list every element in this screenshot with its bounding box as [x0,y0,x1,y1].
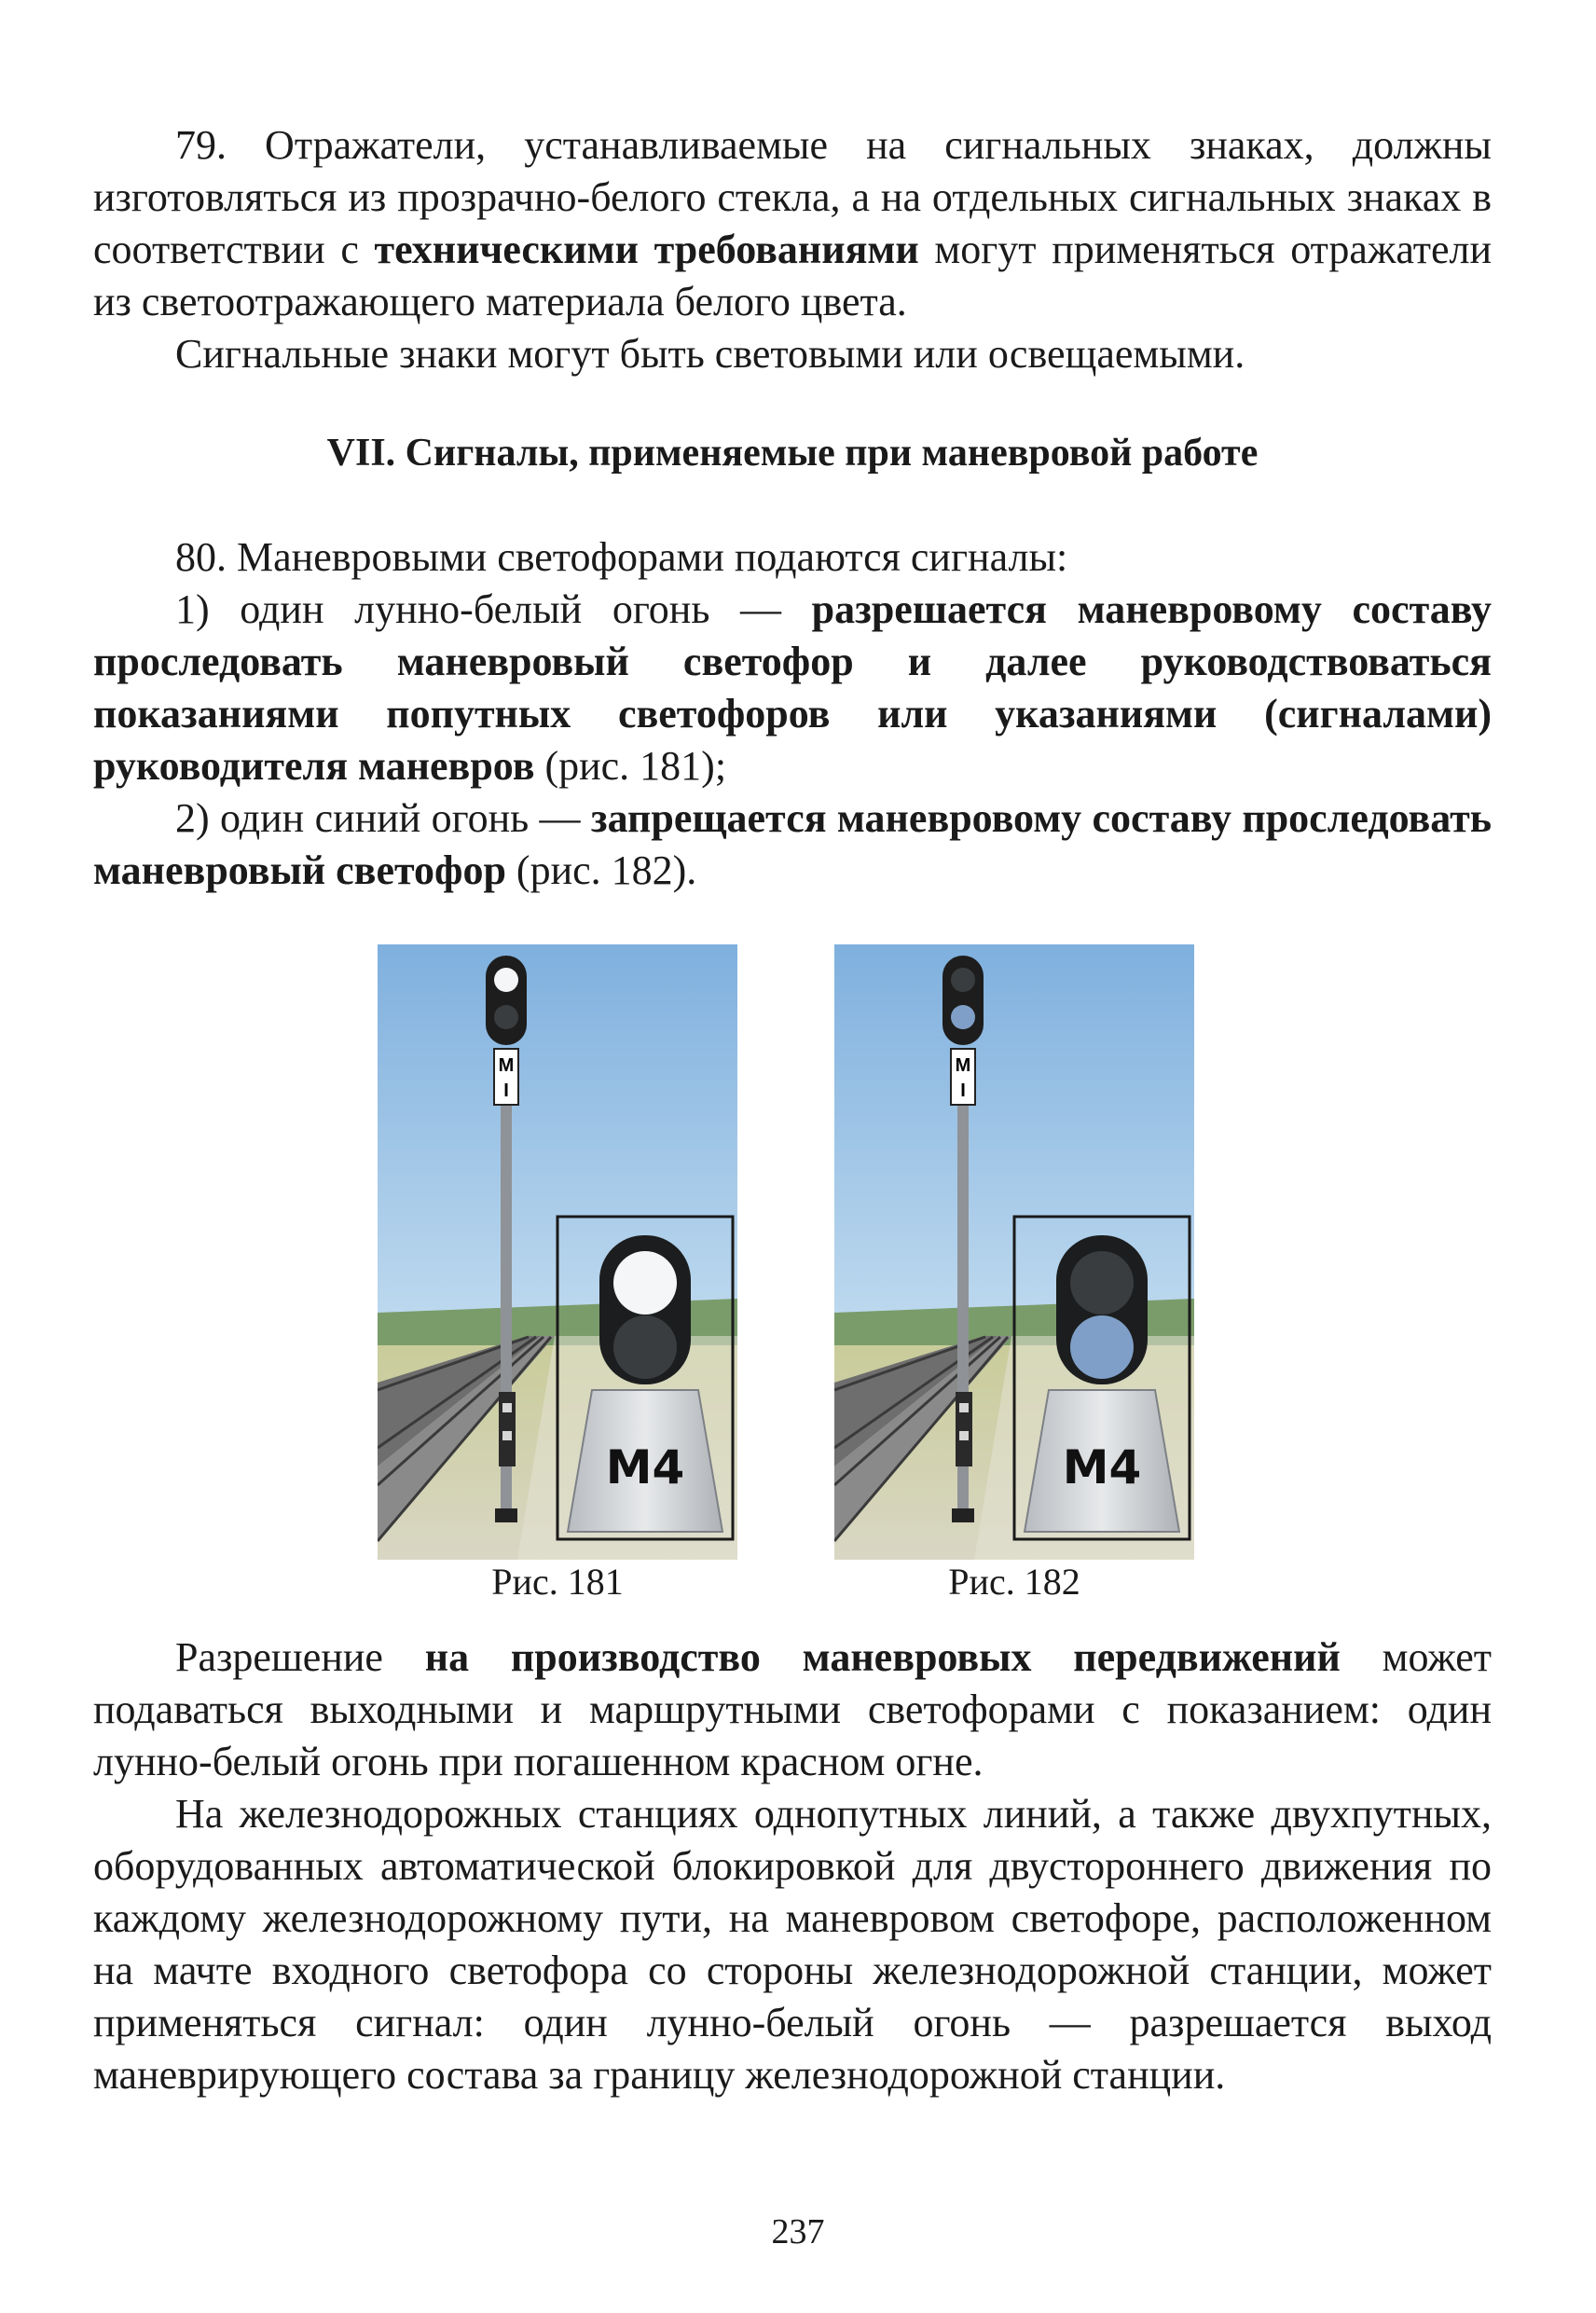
signal-lamp-bottom [494,1005,518,1029]
signal-lamp-top [951,968,975,992]
paragraph-single-track: На железнодорожных станциях однопутных линий, а также двухпутных, оборудованных автоматической блокировкой для двустороннего движения по каждому железнодорожному пути, на маневровом светофоре, расположенном на мачте входного светофора со стороны железнодорожной станции, может применяться сигнал: один лунно-белый огонь — разрешается выход маневрирующего состава за границу железнодорожной станции. [93,1791,1492,2098]
signal-item-1: 1) один лунно-белый огонь — разрешается маневровому составу проследовать маневровый светофор и далее руководствоваться показаниями попутных светофоров или указаниями (сигналами) руководителя маневров (рис. 181); [93,586,1492,789]
figure-181 [378,944,737,1560]
signal-lamp-bottom [951,1005,975,1029]
signal-item-2: 2) один синий огонь — запрещается маневровому составу проследовать маневровый светофор (рис. 182). [93,795,1492,893]
page-number: 237 [771,2212,825,2251]
paragraph-80 [93,531,1492,897]
paragraph-79: 79. Отражатели, устанавливаемые на сигнальных знаках, должны изготовляться из прозрачно-белого стекла, а на отдельных сигнальных знаках в соответствии с техническими требованиями могут применяться отражатели из светоотражающего материала белого цвета. Сигнальные знаки могут быть световыми или освещаемыми. [93,119,1492,380]
inset-lamp-bottom [1070,1315,1134,1379]
figure-181-illustration [378,944,737,1560]
mast-sign-top: М [498,1055,515,1076]
plate-label: М4 [1062,1440,1142,1494]
mast-sign-top: М [955,1055,971,1076]
figure-182 [834,944,1194,1560]
inset-lamp-top [613,1251,677,1315]
caption-181: Рис. 181 [491,1561,624,1603]
caption-182: Рис. 182 [948,1561,1080,1603]
figure-182-illustration [834,944,1194,1560]
signal-signs-note: Сигнальные знаки могут быть световыми или освещаемыми. [175,331,1245,377]
mast-sign-bottom: I [960,1081,966,1101]
inset-lamp-top [1070,1251,1134,1315]
plate-label: М4 [605,1440,685,1494]
section-heading: VII. Сигналы, применяемые при маневровой работе [326,432,1259,475]
paragraph-80-intro: 80. Маневровыми светофорами подаются сигналы: [175,534,1068,580]
mast-sign-bottom: I [503,1081,509,1101]
inset-lamp-bottom [613,1315,677,1379]
bold-term: техническими требованиями [374,227,919,272]
paragraph-shunting-permission: Разрешение на производство маневровых передвижений может подаваться выходными и маршрутными светофорами с показанием: один лунно-белый огонь при погашенном красном огне. На железнодорожных станциях однопутных линий, а также двухпутных, оборудованных автоматической блокировкой для двустороннего движения по каждому железнодорожному пути, на маневровом светофоре, расположенном на мачте входного светофора со стороны железнодорожной станции, может применяться сигнал: один лунно-белый огонь — разрешается выход маневрирующего состава за границу железнодорожной станции. [93,1631,1492,2101]
signal-lamp-top [494,968,518,992]
